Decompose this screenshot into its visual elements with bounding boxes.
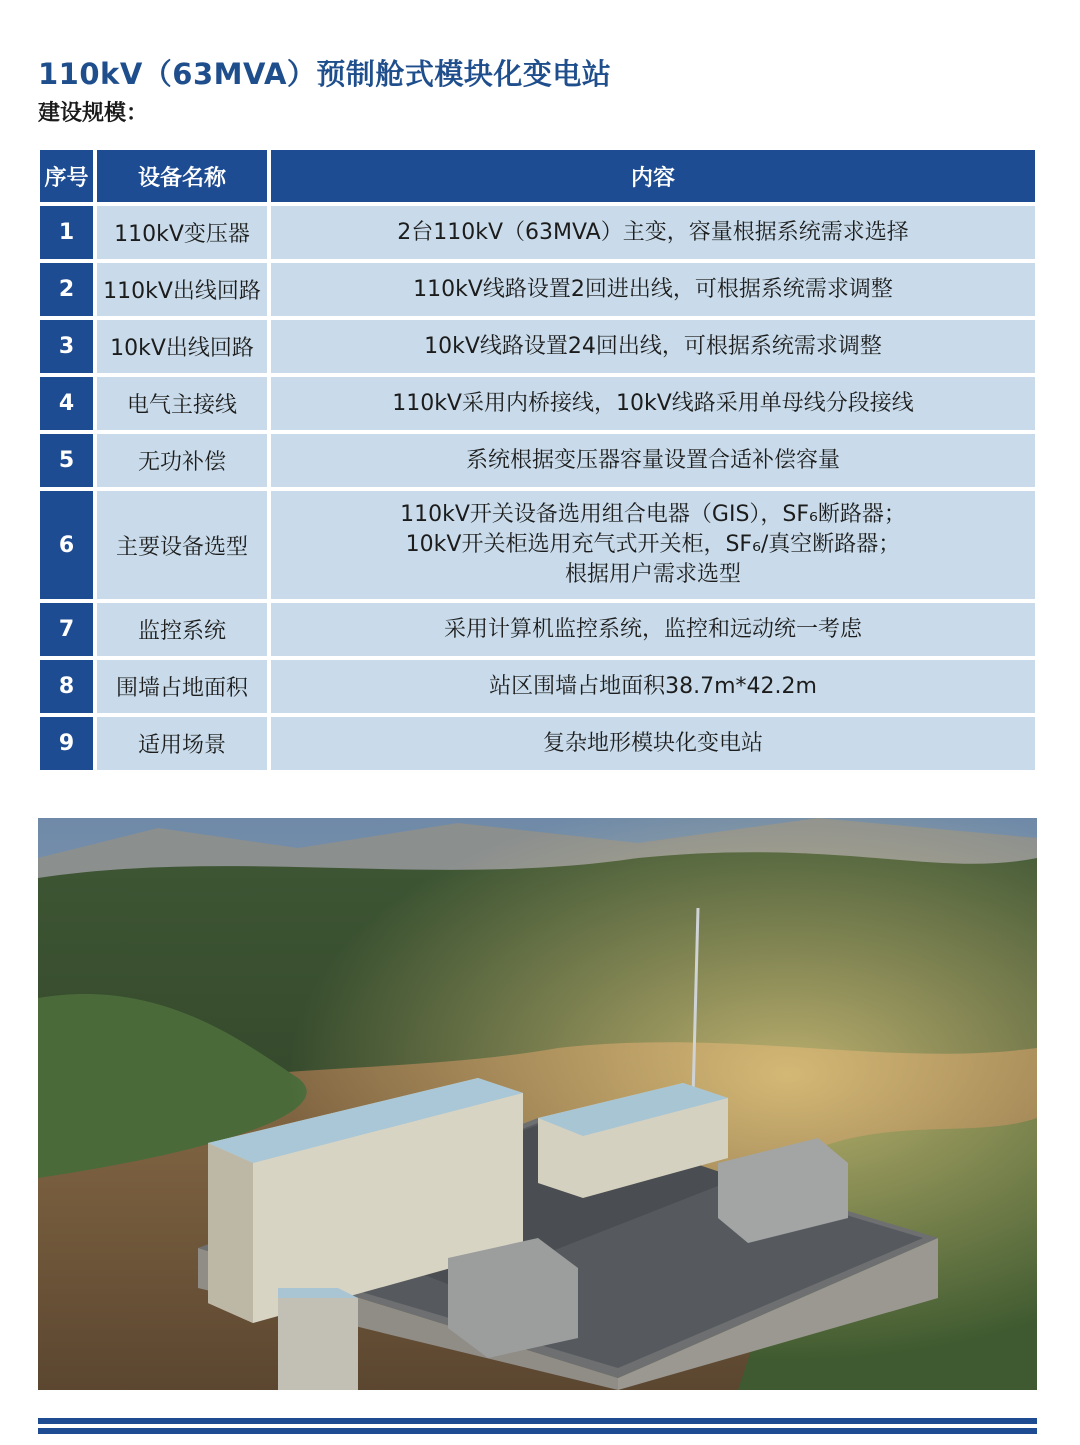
equipment-name: 10kV出线回路 [97,320,267,373]
content-lines [466,446,840,476]
equipment-name: 主要设备选型 [97,491,267,599]
header-no: 序号 [40,150,93,202]
equipment-content [271,603,1035,656]
content-line: 站区围墙占地面积38.7m*42.2m [489,673,817,699]
equipment-name: 电气主接线 [97,377,267,430]
table-row [40,377,1035,430]
footer-rule-bottom [38,1428,1037,1434]
equipment-content [271,434,1035,487]
equipment-name: 围墙占地面积 [97,660,267,713]
row-number: 6 [40,491,93,599]
equipment-name: 监控系统 [97,603,267,656]
row-number: 7 [40,603,93,656]
footer-rule-top [38,1418,1037,1424]
content-line: 10kV开关柜选用充气式开关柜，SF₆/真空断路器； [405,532,901,557]
spec-table [40,150,1035,774]
equipment-content [271,320,1035,373]
equipment-content [271,206,1035,259]
equipment-content [271,660,1035,713]
content-lines [392,389,914,419]
content-line: 110kV线路设置2回进出线，可根据系统需求调整 [413,276,893,302]
content-line: 110kV采用内桥接线，10kV线路采用单母线分段接线 [392,390,914,416]
content-line: 10kV线路设置24回出线，可根据系统需求调整 [424,333,882,359]
row-number: 2 [40,263,93,316]
table-row [40,434,1035,487]
table-row [40,263,1035,316]
content-line: 复杂地形模块化变电站 [542,730,763,756]
equipment-name: 110kV变压器 [97,206,267,259]
row-number: 9 [40,717,93,770]
table-row [40,206,1035,259]
equipment-name: 110kV出线回路 [97,263,267,316]
equipment-content [271,263,1035,316]
page-title: 110kV（63MVA）预制舱式模块化变电站 [38,57,612,91]
equipment-name: 适用场景 [97,717,267,770]
table-row [40,717,1035,770]
content-lines [400,500,906,590]
table-row [40,660,1035,713]
equipment-content [271,491,1035,599]
content-lines [543,729,763,759]
content-lines [489,672,817,702]
section-subtitle: 建设规模： [38,101,149,126]
header-content: 内容 [271,150,1035,202]
row-number: 3 [40,320,93,373]
table-row [40,320,1035,373]
equipment-name: 无功补偿 [97,434,267,487]
row-number: 4 [40,377,93,430]
content-line: 根据用户需求选型 [564,562,741,587]
equipment-content [271,717,1035,770]
row-number: 5 [40,434,93,487]
equipment-content [271,377,1035,430]
row-number: 8 [40,660,93,713]
table-row [40,603,1035,656]
header-name: 设备名称 [97,150,267,202]
content-lines [413,275,893,305]
content-lines [444,615,862,645]
content-line: 110kV开关设备选用组合电器（GIS），SF₆断路器； [400,502,906,527]
content-lines [397,218,908,248]
content-line: 2台110kV（63MVA）主变，容量根据系统需求选择 [397,219,909,245]
content-lines [424,332,882,362]
table-row [40,491,1035,599]
substation-rendering-image [38,818,1037,1390]
content-line: 采用计算机监控系统，监控和远动统一考虑 [443,616,862,642]
substation-illustration [38,818,1037,1390]
table-body [40,206,1035,770]
content-line: 系统根据变压器容量设置合适补偿容量 [465,447,840,473]
table-header-row [40,150,1035,202]
row-number: 1 [40,206,93,259]
